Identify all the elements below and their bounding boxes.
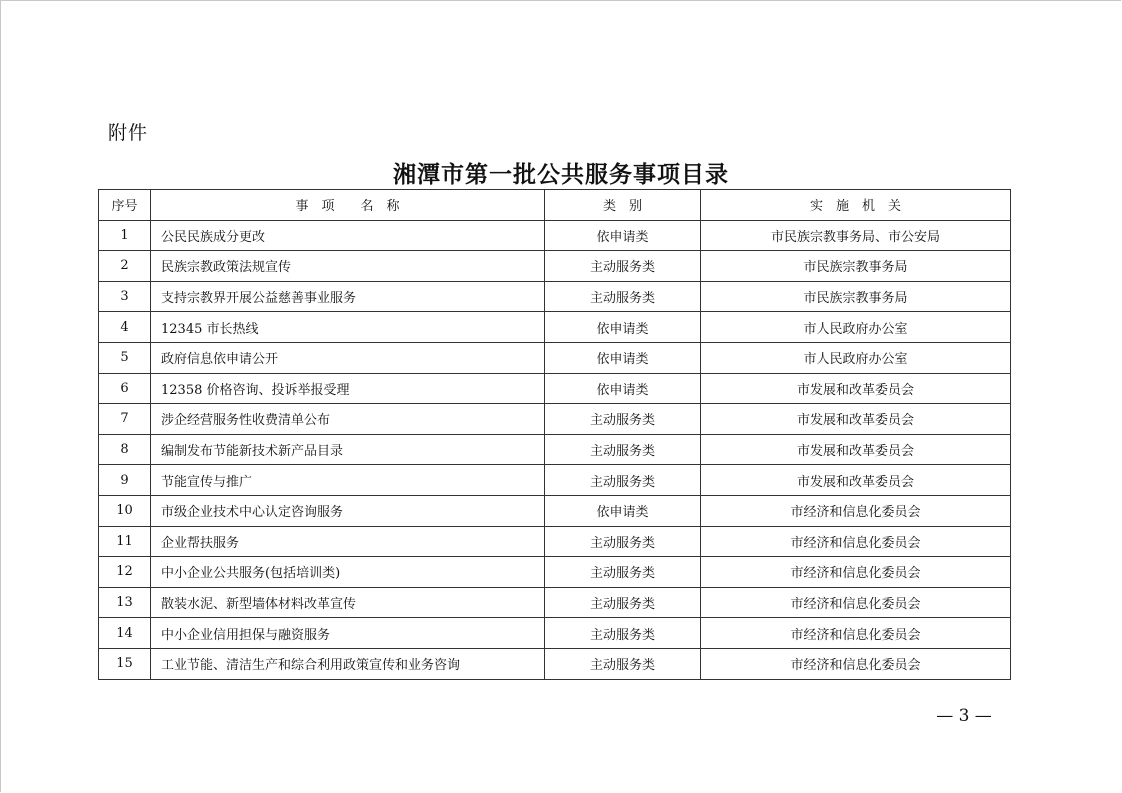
row-category: 依申请类	[545, 373, 701, 404]
table-row	[99, 281, 1011, 312]
attachment-label: 附件	[108, 122, 149, 144]
header-category: 类 别	[545, 190, 701, 221]
row-category: 主动服务类	[545, 618, 701, 649]
row-index: 12	[99, 557, 151, 588]
row-index: 15	[99, 648, 151, 679]
row-category: 依申请类	[545, 342, 701, 373]
row-index: 5	[99, 342, 151, 373]
page-number: — 3 —	[936, 706, 992, 726]
table-row	[99, 618, 1011, 649]
row-category: 主动服务类	[545, 251, 701, 282]
row-agency: 市人民政府办公室	[701, 312, 1011, 343]
row-category: 主动服务类	[545, 587, 701, 618]
row-index: 10	[99, 495, 151, 526]
row-item-name: 涉企经营服务性收费清单公布	[151, 404, 545, 435]
table-row	[99, 220, 1011, 251]
row-category: 主动服务类	[545, 465, 701, 496]
row-agency: 市民族宗教事务局、市公安局	[701, 220, 1011, 251]
row-agency: 市民族宗教事务局	[701, 281, 1011, 312]
row-index: 14	[99, 618, 151, 649]
row-agency: 市民族宗教事务局	[701, 251, 1011, 282]
service-catalog-table	[98, 189, 1011, 680]
row-index: 2	[99, 251, 151, 282]
table-row	[99, 404, 1011, 435]
document-title: 湘潭市第一批公共服务事项目录	[393, 161, 729, 188]
table-row	[99, 312, 1011, 343]
table-body	[99, 220, 1011, 679]
row-agency: 市人民政府办公室	[701, 342, 1011, 373]
row-item-name: 节能宣传与推广	[151, 465, 545, 496]
header-index: 序号	[99, 190, 151, 221]
table-row	[99, 526, 1011, 557]
row-item-name: 编制发布节能新技术新产品目录	[151, 434, 545, 465]
row-agency: 市经济和信息化委员会	[701, 526, 1011, 557]
row-agency: 市发展和改革委员会	[701, 404, 1011, 435]
header-agency: 实 施 机 关	[701, 190, 1011, 221]
row-index: 9	[99, 465, 151, 496]
row-index: 13	[99, 587, 151, 618]
row-item-name: 散装水泥、新型墙体材料改革宣传	[151, 587, 545, 618]
row-agency: 市经济和信息化委员会	[701, 587, 1011, 618]
row-item-name: 中小企业公共服务(包括培训类)	[151, 557, 545, 588]
row-item-name: 中小企业信用担保与融资服务	[151, 618, 545, 649]
row-item-name: 支持宗教界开展公益慈善事业服务	[151, 281, 545, 312]
table-row	[99, 587, 1011, 618]
row-item-name: 企业帮扶服务	[151, 526, 545, 557]
row-item-name: 12358 价格咨询、投诉举报受理	[151, 373, 545, 404]
row-category: 主动服务类	[545, 557, 701, 588]
row-item-name: 公民民族成分更改	[151, 220, 545, 251]
row-item-name: 12345 市长热线	[151, 312, 545, 343]
table-row	[99, 434, 1011, 465]
row-category: 主动服务类	[545, 281, 701, 312]
row-index: 1	[99, 220, 151, 251]
row-category: 依申请类	[545, 220, 701, 251]
row-category: 主动服务类	[545, 648, 701, 679]
table-row	[99, 648, 1011, 679]
row-category: 主动服务类	[545, 434, 701, 465]
row-item-name: 政府信息依申请公开	[151, 342, 545, 373]
row-index: 4	[99, 312, 151, 343]
table-row	[99, 465, 1011, 496]
row-category: 主动服务类	[545, 404, 701, 435]
row-index: 6	[99, 373, 151, 404]
row-item-name: 工业节能、清洁生产和综合利用政策宣传和业务咨询	[151, 648, 545, 679]
header-item-name: 事 项 名 称	[151, 190, 545, 221]
row-category: 依申请类	[545, 495, 701, 526]
row-agency: 市发展和改革委员会	[701, 373, 1011, 404]
table-row	[99, 557, 1011, 588]
table-header-row	[99, 190, 1011, 221]
row-item-name: 民族宗教政策法规宣传	[151, 251, 545, 282]
row-index: 11	[99, 526, 151, 557]
table-row	[99, 373, 1011, 404]
row-index: 3	[99, 281, 151, 312]
row-index: 8	[99, 434, 151, 465]
row-category: 依申请类	[545, 312, 701, 343]
row-agency: 市经济和信息化委员会	[701, 557, 1011, 588]
row-category: 主动服务类	[545, 526, 701, 557]
row-agency: 市经济和信息化委员会	[701, 618, 1011, 649]
table-row	[99, 342, 1011, 373]
table-row	[99, 251, 1011, 282]
row-agency: 市经济和信息化委员会	[701, 648, 1011, 679]
row-agency: 市经济和信息化委员会	[701, 495, 1011, 526]
table-row	[99, 495, 1011, 526]
row-item-name: 市级企业技术中心认定咨询服务	[151, 495, 545, 526]
row-agency: 市发展和改革委员会	[701, 434, 1011, 465]
row-index: 7	[99, 404, 151, 435]
row-agency: 市发展和改革委员会	[701, 465, 1011, 496]
